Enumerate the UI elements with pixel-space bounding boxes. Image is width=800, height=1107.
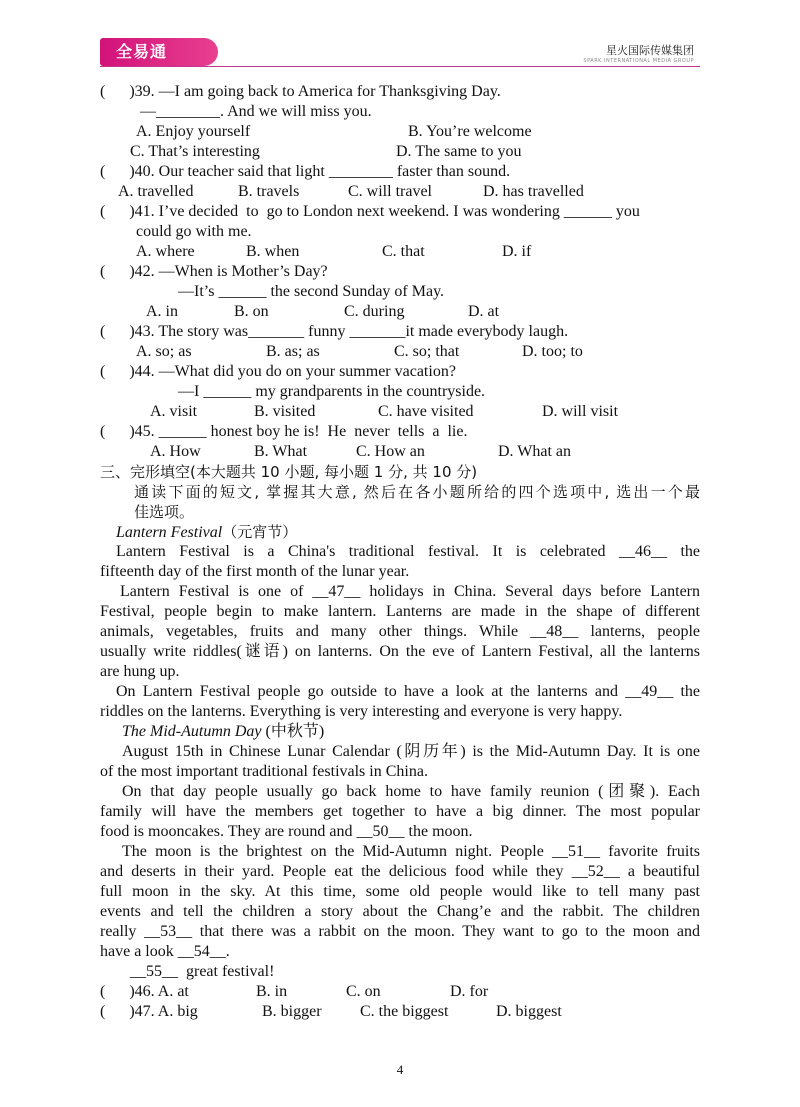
question-39-options [100,122,700,142]
passage-title-cn: (中秋节) [261,723,325,740]
option: B. travels [238,183,300,200]
option: A. in [146,303,178,320]
passage-title-en: Lantern Festival [116,524,223,541]
question-39-options [100,142,700,162]
passage-title-cn: （元宵节） [222,523,298,541]
option: B. when [246,243,300,260]
passage-line: have a look __54__. [100,943,230,960]
passage-line: The moon is the brightest on the Mid-Autumn night. People __51__ favorite fruits [122,843,700,860]
passage-line: Lantern Festival is a China's traditional festival. It is celebrated __46__ the [116,543,700,560]
option: C. will travel [348,183,432,200]
section-instructions: 通读下面的短文, 掌握其大意, 然后在各小题所给的四个选项中, 选出一个最 [134,483,700,501]
question-46-stem: ( )46. A. at [100,983,189,1000]
publisher-name: 星火国际传媒集团 [606,44,694,57]
passage-line: On Lantern Festival people go outside to have a look at the lanterns and __49__ the [116,683,700,700]
option: C. that [382,243,425,260]
option: C. How an [356,443,425,460]
passage-line: usually write riddles(谜语) on lanterns. On the eve of Lantern Festival, all the lanterns [100,643,700,660]
publisher-name-en: SPARK INTERNATIONAL MEDIA GROUP [583,58,694,64]
passage-line: events and tell the children a story about the Chang’e and the rabbit. The children [100,903,700,920]
passage-line: On that day people usually go back home to have family reunion (团聚). Each [122,783,700,800]
option: A. travelled [118,183,194,200]
question-43-options [100,342,700,362]
question-43: ( )43. The story was_______ funny _______it made everybody laugh. [100,323,569,340]
question-45-options [100,442,700,462]
passage-line: full moon in the sky. At this time, some old people would like to tell many past [100,883,700,900]
option: D. biggest [496,1003,562,1020]
option: D. What an [498,443,572,460]
option: A. visit [150,403,198,420]
option: C. have visited [378,403,474,420]
passage-line: August 15th in Chinese Lunar Calendar (阴历年) is the Mid-Autumn Day. It is one [122,743,700,760]
question-47-stem: ( )47. A. big [100,1003,198,1020]
passage-title [100,522,700,542]
option: C. the biggest [360,1003,449,1020]
option: D. for [450,983,489,1000]
passage-line: and deserts in their yard. People eat the delicious food while they __52__ a beautiful [100,863,700,880]
question-42-options [100,302,700,322]
option: B. visited [254,403,316,420]
question-45: ( )45. ______ honest boy he is! He never tells a lie. [100,423,468,440]
option: D. too; to [522,343,583,360]
passage-line: Festival, people begin to make lantern. Lanterns are made in the shape of different [100,603,700,620]
question-44: ( )44. —What did you do on your summer vacation? [100,363,456,380]
passage-title-en: The Mid-Autumn Day [122,723,262,740]
option: B. as; as [266,343,320,360]
page-header [100,38,700,68]
option: A. where [136,243,195,260]
passage-line: family will have the members get together to have a big dinner. The most popular [100,803,700,820]
question-41-options [100,242,700,262]
option: B. What [254,443,308,460]
passage-line: Lantern Festival is one of __47__ holidays in China. Several days before Lantern [120,583,700,600]
question-40: ( )40. Our teacher said that light ________ faster than sound. [100,163,511,180]
option: D. will visit [542,403,619,420]
document-body [100,82,700,1022]
passage-line: riddles on the lanterns. Everything is very interesting and everyone is very happy. [100,703,623,720]
option: B. You’re welcome [408,123,532,140]
option: B. bigger [262,1003,322,1020]
question-46 [100,982,700,1002]
question-39: ( )39. —I am going back to America for Thanksgiving Day. [100,83,501,100]
question-44-options [100,402,700,422]
option: C. That’s interesting [130,143,260,160]
option: D. if [502,243,532,260]
passage-line: food is mooncakes. They are round and __50__ the moon. [100,823,473,840]
brand-logo: 全易通 [100,38,218,66]
option: A. How [150,443,201,460]
option: B. in [256,983,288,1000]
question-42: ( )42. —When is Mother’s Day? [100,263,328,280]
passage-line: are hung up. [100,663,180,680]
option: A. Enjoy yourself [136,123,251,140]
question-39-reply: —________. And we will miss you. [140,103,372,120]
publisher [583,42,694,64]
question-40-options [100,182,700,202]
passage-line: fifteenth day of the first month of the lunar year. [100,563,410,580]
page-number: 4 [396,1062,404,1077]
option: C. during [344,303,405,320]
passage-line: animals, vegetables, fruits and many other things. While __48__ lanterns, people [100,623,700,640]
passage-title [100,722,700,742]
question-47 [100,1002,700,1022]
passage-line: of the most important traditional festivals in China. [100,763,428,780]
option: D. has travelled [483,183,584,200]
option: C. so; that [394,343,460,360]
passage-line: __55__ great festival! [130,963,275,980]
option: B. on [234,303,269,320]
option: D. The same to you [396,143,522,160]
question-44-reply: —I ______ my grandparents in the countryside. [178,383,486,400]
question-42-reply: —It’s ______ the second Sunday of May. [178,283,445,300]
question-41: ( )41. I’ve decided to go to London next weekend. I was wondering ______ you [100,203,640,220]
option: D. at [468,303,500,320]
question-41-cont: could go with me. [136,223,252,240]
option: C. on [346,983,381,1000]
passage-line: really __53__ that there was a rabbit on the moon. They want to go to the moon and [100,923,700,940]
section-instructions-cont: 佳选项。 [134,503,195,521]
section-heading: 三、完形填空(本大题共 10 小题, 每小题 1 分, 共 10 分) [100,463,478,481]
header-rule [100,66,700,67]
option: A. so; as [136,343,192,360]
